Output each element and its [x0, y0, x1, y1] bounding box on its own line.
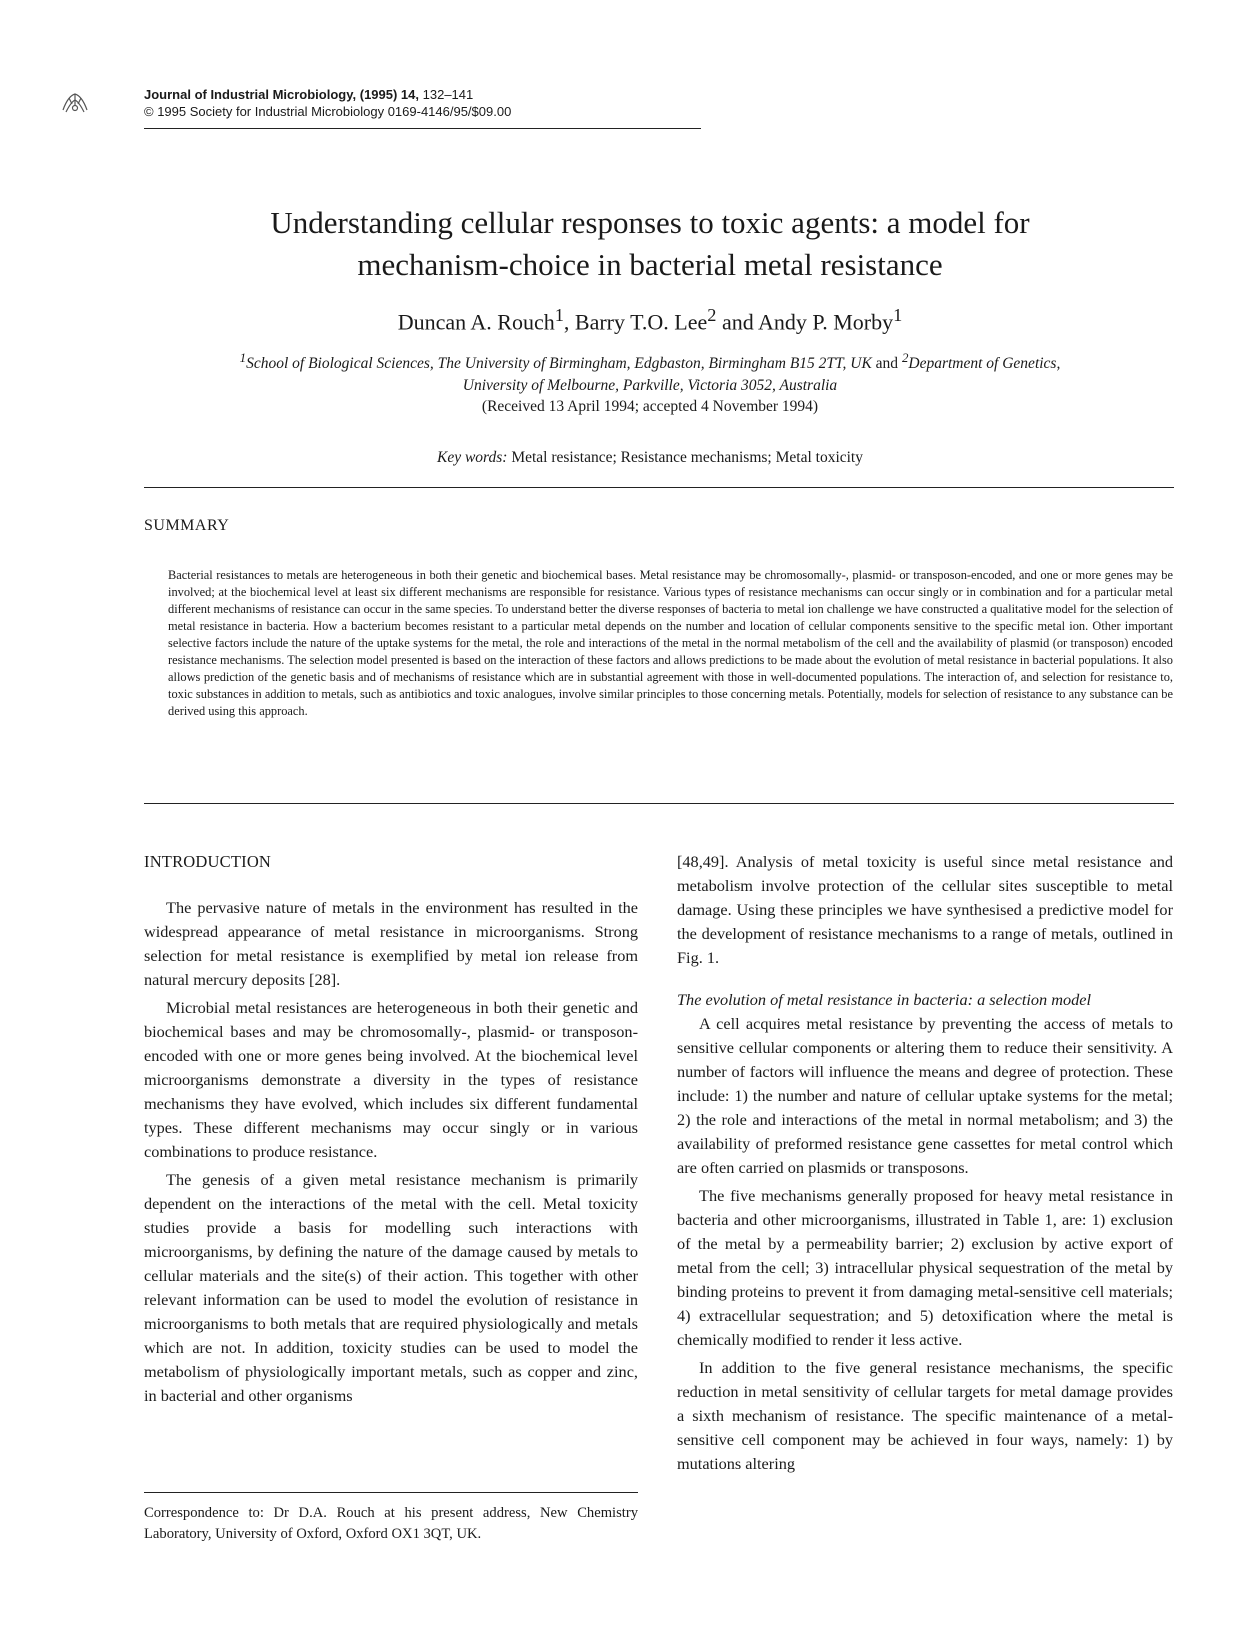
subsection-heading: The evolution of metal resistance in bacteria: a selection model: [677, 990, 1092, 1009]
journal-citation: [144, 86, 511, 120]
journal-pages: 132–141: [422, 87, 474, 102]
author-separator: ,: [563, 309, 575, 335]
author-sup: 1: [554, 305, 564, 325]
author-morby: Andy P. Morby: [758, 309, 894, 335]
paragraph: A cell acquires metal resistance by preventing the access of metals to sensitive cellular components or altering them to reduce their sensitivity. A number of factors will influence the means and degree of protection. These include: 1) the number and nature of cellular uptake systems for the metal; 2) the role and interactions of the metal in normal metabolism; and 3) the availability of preformed resistance gene cassettes for metal control which are often carried on plasmids or transposons.: [677, 1014, 1173, 1177]
title-line-2: mechanism-choice in bacterial metal resistance: [357, 247, 943, 282]
summary-top-rule: [144, 487, 1174, 488]
journal-year-volume: (1995) 14,: [359, 87, 419, 102]
paragraph: The pervasive nature of metals in the environment has resulted in the widespread appearance of metal resistance in microorganisms. Strong selection for metal resistance is exemplified by metal ion release from natural mercury deposits [28].: [144, 898, 638, 989]
author-sup: 2: [707, 305, 717, 325]
paper-title: [140, 202, 1160, 286]
correspondence-footnote: Correspondence to: Dr D.A. Rouch at his present address, New Chemistry Laboratory, University of Oxford, Oxford OX1 3QT, UK.: [144, 1505, 638, 1542]
journal-copyright: © 1995 Society for Industrial Microbiology 0169-4146/95/$09.00: [144, 104, 512, 119]
society-logo-icon: [60, 90, 90, 116]
paragraph: The genesis of a given metal resistance mechanism is primarily dependent on the interactions of the metal with the cell. Metal toxicity studies provide a basis for modelling such interactions with microorganisms, by defining the nature of the damage caused by metals to cellular materials and the site(s) of their action. This together with other relevant information can be used to model the evolution of resistance in microorganisms to both metals that are required physiologically and metals which are not. In addition, toxicity studies can be used to model the metabolism of physiologically important metals, such as copper and zinc, in bacterial and other organisms: [144, 1170, 638, 1405]
paragraph: In addition to the five general resistance mechanisms, the specific reduction in metal sensitivity of cellular targets for metal damage provides a sixth mechanism of resistance. The specific maintenance of a metal-sensitive cell component may be achieved in four ways, namely: 1) by mutations altering: [677, 1358, 1173, 1473]
author-lee: Barry T.O. Lee: [574, 309, 708, 335]
affil-birmingham: School of Biological Sciences, The University of Birmingham, Edgbaston, Birmingham B15 2TT, UK: [246, 355, 872, 373]
author-sup: 1: [893, 305, 903, 325]
author-separator: and: [716, 309, 759, 335]
author-rouch: Duncan A. Rouch: [397, 309, 555, 335]
keywords-label: Key words:: [436, 449, 508, 466]
affil-and: and: [871, 355, 902, 373]
left-column: [144, 850, 638, 1408]
affiliations: [140, 347, 1160, 397]
received-dates: (Received 13 April 1994; accepted 4 November 1994): [481, 398, 819, 415]
affil-sup: 1: [239, 350, 247, 365]
paragraph: [48,49]. Analysis of metal toxicity is useful since metal resistance and metabolism involve protection of the cellular sites susceptible to metal damage. Using these principles we have synthesised a predictive model for the development of resistance mechanisms to a range of metals, outlined in Fig. 1.: [677, 852, 1173, 967]
paragraph: The five mechanisms generally proposed for heavy metal resistance in bacteria and other microorganisms, illustrated in Table 1, are: 1) exclusion of the metal by a permeability barrier; 2) exclusion by active export of metal from the cell; 3) intracellular physical sequestration of the metal by binding proteins to prevent it from damaging metal-sensitive cell materials; 4) extracellular sequestration; and 5) detoxification where the metal is chemically modified to render it less active.: [677, 1186, 1173, 1349]
keywords: [140, 449, 1160, 467]
affil-melbourne: University of Melbourne, Parkville, Victoria 3052, Australia: [462, 377, 838, 395]
affil-genetics: Department of Genetics,: [908, 355, 1061, 373]
header-rule: [144, 128, 701, 129]
summary-bottom-rule: [144, 803, 1174, 804]
title-line-1: Understanding cellular responses to toxic agents: a model for: [270, 205, 1030, 240]
keywords-text: Metal resistance; Resistance mechanisms; Metal toxicity: [511, 449, 863, 466]
affil-sup: 2: [901, 350, 909, 365]
footnote-rule: [144, 1492, 638, 1493]
journal-name: Journal of Industrial Microbiology,: [144, 87, 357, 102]
paragraph: Microbial metal resistances are heterogeneous in both their genetic and biochemical bases and may be chromosomally-, plasmid- or transposon-encoded with one or more genes being involved. At the biochemical level microorganisms demonstrate a diversity in the types of resistance mechanisms they have evolved, which includes six different fundamental types. These different mechanisms may occur singly or in various combinations to produce resistance.: [144, 998, 638, 1161]
author-list: [140, 305, 1160, 335]
summary-text: Bacterial resistances to metals are heterogeneous in both their genetic and biochemical bases. Metal resistance may be chromosomally-, plasmid- or transposon-encoded, and one or more genes may be involved; at the biochemical level at least six different mechanisms are responsible for resistance. Various types of resistance mechanisms can occur singly or in combination and for a particular metal different mechanisms of resistance can occur in the same species. To understand better the diverse responses of bacteria to metal ion challenge we have constructed a qualitative model for the selection of metal resistance in bacteria. How a bacterium becomes resistant to a particular metal depends on the number and location of cellular components sensitive to the specific metal ion. Other important selective factors include the nature of the uptake systems for the metal, the role and interactions of the metal in the normal metabolism of the cell and the availability of plasmid (or transposon) encoded resistance mechanisms. The selection model presented is based on the interaction of these factors and allows predictions to be made about the evolution of metal resistance in bacterial populations. It also allows prediction of the genetic basis and of mechanisms of resistance which are in substantial agreement with those in well-documented populations. The interaction of, and selection for resistance to, toxic substances in addition to metals, such as antibiotics and toxic analogues, involve similar principles to those concerning metals. Potentially, models for selection of resistance to any substance can be derived using this approach.: [168, 568, 1173, 718]
section-heading-introduction: INTRODUCTION: [144, 852, 272, 871]
right-column: [677, 850, 1173, 1476]
summary-heading: SUMMARY: [144, 517, 230, 534]
